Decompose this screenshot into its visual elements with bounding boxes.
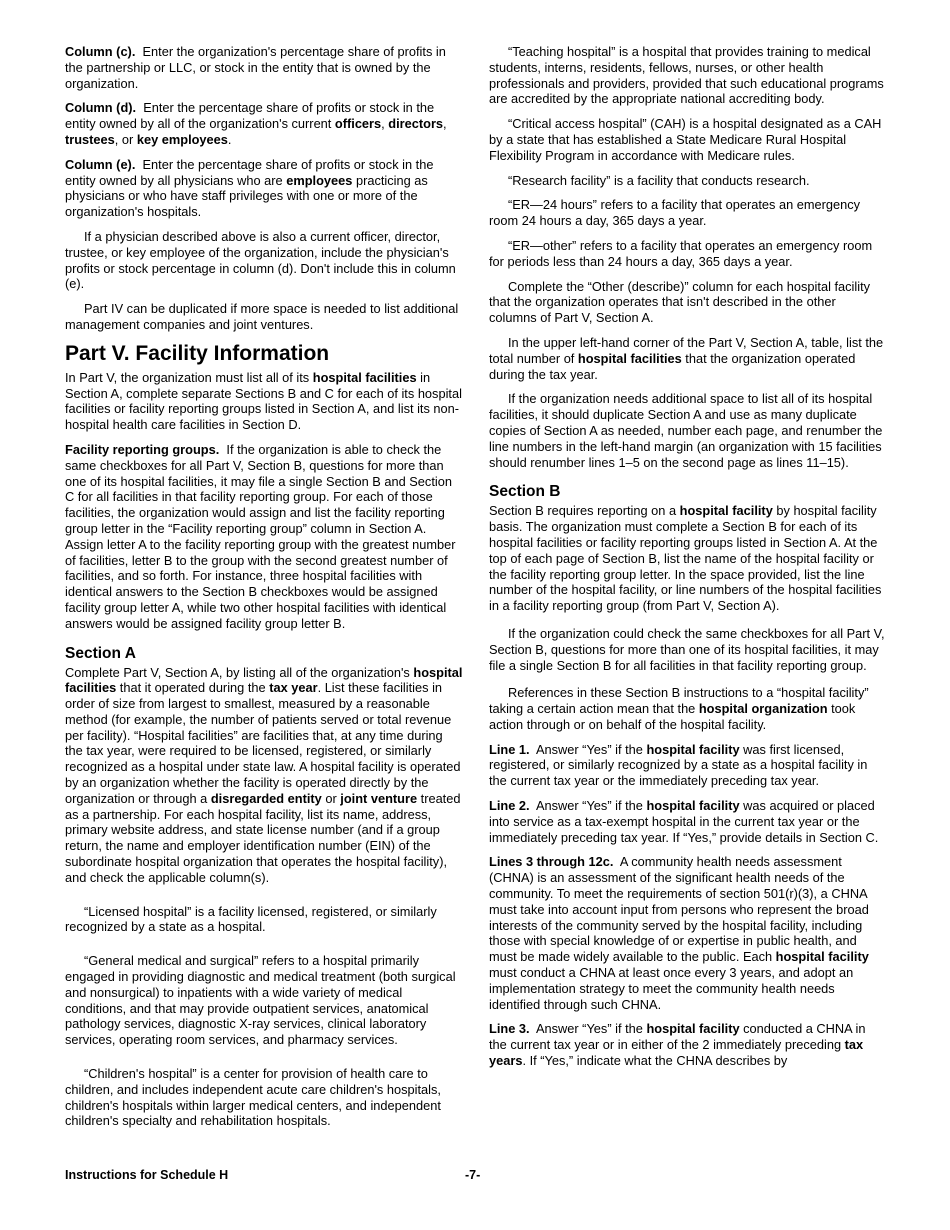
line-1-label: Line 1.: [489, 741, 530, 757]
same-checkboxes-paragraph: If the organization could check the same checkboxes for all Part V, Section B, questions for more than one of its hospital facilities, it may file a single Section B for all facilities in that facility reporting group.: [489, 625, 885, 673]
er-other-paragraph: “ER—other” refers to a facility that operates an emergency room for periods less than 24 hours a day, 365 days a year.: [489, 237, 873, 269]
column-c-label: Column (c).: [65, 44, 136, 59]
line-2-paragraph: Line 2. Answer “Yes” if the hospital facility was acquired or placed into service as a tax-exempt hospital in the current tax year or the immediately preceding tax year. If “Yes,” provide details in Section C.: [489, 798, 879, 845]
other-describe-paragraph: Complete the “Other (describe)” column for each hospital facility that the organization operates that isn't described in the other columns of Part V, Section A.: [489, 278, 871, 326]
page-number: -7-: [465, 1168, 481, 1182]
duplicate-paragraph: If the organization needs additional space to list all of its hospital facilities, it should duplicate Section A and use as many duplicate copies of Section A as needed, number each page, and renumber the line numbers in the left-hand margin (an organization with 15 facilities should renumber lines 1–5 on the second page as lines 11–15).: [489, 391, 883, 470]
references-paragraph: References in these Section B instructions to a “hospital facility” taking a certain action mean that the hospital organization took action through or on behalf of the hospital facility.: [489, 685, 869, 732]
part-v-intro: In Part V, the organization must list all of its hospital facilities in Section A, complete separate Sections B and C for each of its hospital facilities or facility reporting groups listed in Section A, and list its non-hospital health care facilities in Section D.: [65, 369, 462, 433]
column-e-label: Column (e).: [65, 156, 136, 172]
part-v-heading: Part V. Facility Information: [65, 341, 330, 365]
section-b-paragraph: Section B requires reporting on a hospital facility by hospital facility basis. The organization must complete a Section B for each of its hospital facilities or facility reporting groups listed in Section A. At the top of each page of Section B, list the name of the hospital facility or the facility reporting group letter. In the space provided, list the line number of the hospital facility, or line numbers of the hospital facilities in a facility reporting group (from Part V, Section A).: [489, 503, 882, 614]
left-column: [65, 44, 463, 1138]
column-d-label: Column (d).: [65, 100, 137, 116]
section-a-paragraph: Complete Part V, Section A, by listing all of the organization's hospital facilities that it operated during the tax year. List these facilities in order of size from largest to smallest, measured by a reasonable method (for example, the number of patients served or total revenue per facility). “Hospital facilities” are facilities that, at any time during the tax year, were required to be licensed, registered, or similarly recognized as a hospital under state law. A hospital facility is operated by an organization whether the facility is operated directly by the organization or through a disregarded entity or joint venture treated as a partnership. For each hospital facility, list its name, address, primary website address, and state license number (and if a group return, the name and employer identification number (EIN) of the subordinate hospital organization that operates the hospital facility), and check the applicable column(s).: [65, 664, 463, 885]
er-24-paragraph: “ER—24 hours” refers to a facility that operates an emergency room 24 hours a day, 365 days a year.: [489, 197, 861, 229]
lines-3-12c-label: Lines 3 through 12c.: [489, 854, 614, 870]
column-c-paragraph: Column (c). Enter the organization's percentage share of profits in the partnership or LLC, or stock in the entity that is owned by the organization.: [65, 44, 446, 91]
lines-3-12c-paragraph: Lines 3 through 12c. A community health needs assessment (CHNA) is an assessment of the significant health needs of the community. To meet the requirements of section 501(r)(3), a CHNA must take into account input from persons who represent the broad interests of the community served by the hospital facility, including those with special knowledge of or expertise in public health, and must be made widely available to the public. Each hospital facility must conduct a CHNA at least once every 3 years, and adopt an implementation strategy to meet the community health needs identified through such CHNA.: [489, 854, 869, 1012]
section-b-heading: Section B: [489, 483, 561, 501]
column-d-paragraph: Column (d). Enter the percentage share of profits or stock in the entity owned by all of the organization's current officers, directors, trustees, or key employees.: [65, 100, 447, 147]
teaching-hospital-paragraph: “Teaching hospital” is a hospital that provides training to medical students, interns, residents, fellows, nurses, or other health professionals and providers, provided that such educational programs are accredited by the appropriate national accrediting body.: [489, 44, 884, 107]
column-e-paragraph: Column (e). Enter the percentage share of profits or stock in the entity owned by all physicians who are employees practicing as physicians or who have staff privileges with one or more of the organization's hospitals.: [65, 156, 434, 220]
line-3-label: Line 3.: [489, 1021, 530, 1037]
licensed-hospital-paragraph: “Licensed hospital” is a facility licensed, registered, or similarly recognized by a state as a hospital.: [65, 903, 437, 935]
footer-title: Instructions for Schedule H: [65, 1168, 229, 1182]
line-2-label: Line 2.: [489, 798, 530, 814]
general-medical-paragraph: “General medical and surgical” refers to a hospital primarily engaged in providing diagnostic and medical treatment (both surgical and nonsurgical) to inpatients with a wide variety of medical conditions, and that may provide outpatient services, anatomical pathology services, diagnostic X-ray services, clinical laboratory services, operating room services, and pharmacy services.: [65, 953, 456, 1048]
line-1-paragraph: Line 1. Answer “Yes” if the hospital facility was first licensed, registered, or similarly recognized by a state as a hospital facility in the current tax year or the immediately preceding tax year.: [489, 741, 868, 789]
facility-reporting-groups-paragraph: Facility reporting groups. If the organization is able to check the same checkboxes for all Part V, Section B, questions for more than one of its hospital facilities, it may file a single Section B and Section C for all facilities in that facility reporting group. For each of those facilities, the organization would assign and list the facility reporting group letter in the “Facility reporting group” column in Section A. Assign letter A to the facility reporting group with the greatest number of facilities, letter B to the group with the second greatest number of facilities, and so forth. For instance, three hospital facilities with identical answers to the Section B checkboxes would be assigned facility group letter A, while two other hospital facilities with identical answers would be assigned facility group letter B.: [65, 441, 456, 631]
facility-reporting-groups-label: Facility reporting groups.: [65, 441, 220, 457]
critical-access-paragraph: “Critical access hospital” (CAH) is a hospital designated as a CAH by a state that has established a State Medicare Rural Hospital Flexibility Program in accordance with Medicare rules.: [489, 116, 882, 163]
childrens-hospital-paragraph: “Children's hospital” is a center for provision of health care to children, and includes independent acute care children's hospitals, children's hospitals within larger medical centers, and independent children's specialty and rehabilitation hospitals.: [65, 1066, 441, 1129]
research-facility-paragraph: “Research facility” is a facility that conducts research.: [508, 172, 810, 188]
physician-paragraph: If a physician described above is also a current officer, director, trustee, or key employee of the organization, include the physician's profits or stock percentage in column (d). Don't include this in column (e).: [65, 228, 456, 292]
section-a-heading: Section A: [65, 644, 136, 662]
right-column: [489, 44, 885, 1078]
page-footer: [65, 1168, 885, 1184]
part-iv-paragraph: Part IV can be duplicated if more space is needed to list additional management companies and joint ventures.: [65, 301, 459, 332]
upper-left-paragraph: In the upper left-hand corner of the Part V, Section A, table, list the total number of hospital facilities that the organization operated during the tax year.: [489, 334, 884, 382]
line-3-paragraph: Line 3. Answer “Yes” if the hospital facility conducted a CHNA in the current tax year or in either of the 2 immediately preceding tax years. If “Yes,” indicate what the CHNA describes by: [489, 1021, 866, 1069]
